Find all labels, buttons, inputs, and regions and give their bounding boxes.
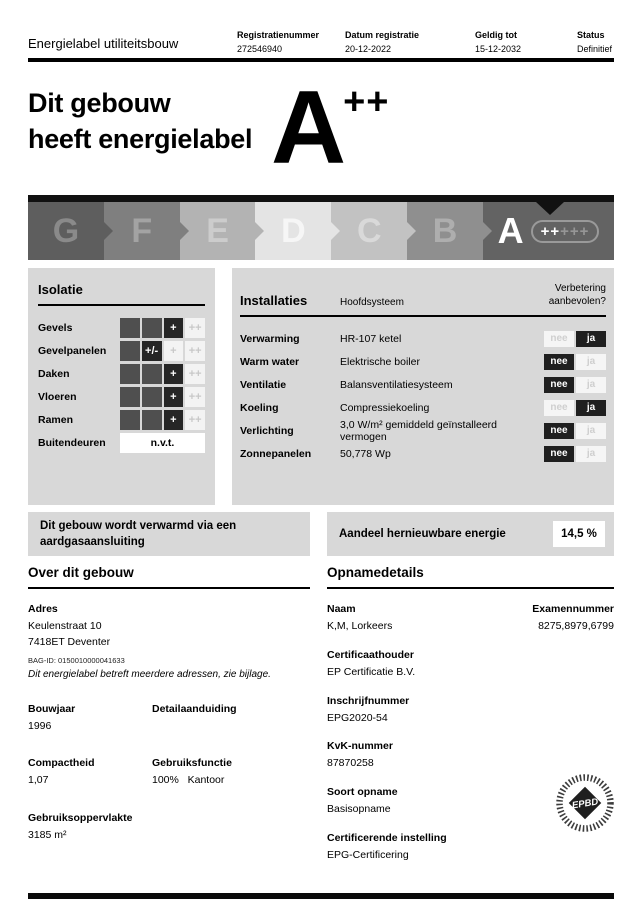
- opname-title: Opnamedetails: [327, 565, 614, 589]
- header-field-value: 272546940: [237, 44, 283, 54]
- opname-field-label: Certificaathouder: [327, 648, 414, 661]
- isolatie-level-cell: ++: [185, 341, 205, 361]
- toggle-ja: ja: [576, 377, 606, 393]
- naam-field: [327, 603, 392, 635]
- band-chevron-icon: [180, 222, 189, 240]
- installaties-row-system: Elektrische boiler: [340, 355, 420, 368]
- grade-pill-inactive: +++: [560, 222, 590, 240]
- scale-band-e: [180, 202, 256, 260]
- about-field-bouwjaar: [28, 703, 152, 735]
- opname-field-label: KvK-nummer: [327, 740, 393, 753]
- isolatie-level-cell: ++: [185, 318, 205, 338]
- header-field-label: Datum registratie: [345, 30, 420, 40]
- isolatie-level-cell: ++: [185, 364, 205, 384]
- verbetering-toggle: [544, 377, 606, 393]
- scale-band-letter: G: [52, 211, 80, 250]
- heating-notice: Dit gebouw wordt verwarmd via een aardgasaansluiting: [28, 512, 310, 556]
- isolatie-panel: [28, 268, 215, 505]
- over-dit-gebouw-section: [28, 565, 310, 844]
- isolatie-level-cell: +: [164, 318, 184, 338]
- toggle-ja: ja: [576, 354, 606, 370]
- scale-pointer-icon: [536, 202, 564, 215]
- isolatie-title-rule: [38, 304, 205, 306]
- isolatie-row-label: Vloeren: [38, 390, 77, 403]
- hero-line1: Dit gebouw: [28, 88, 171, 118]
- seal-epbd-text: EPBD: [571, 796, 600, 812]
- installaties-row-system: Balansventilatiesysteem: [340, 378, 453, 391]
- toggle-nee: nee: [544, 423, 574, 439]
- isolatie-row-cells: [120, 341, 205, 361]
- opname-field-label: Certificerende instelling: [327, 831, 447, 844]
- isolatie-level-cell: +: [164, 387, 184, 407]
- isolatie-level-cell: [142, 318, 162, 338]
- isolatie-title: Isolatie: [38, 282, 83, 297]
- installaties-row-system: 50,778 Wp: [340, 447, 391, 460]
- installaties-row-zonnepanelen: [240, 442, 606, 465]
- naam-label: Naam: [327, 603, 356, 615]
- renewable-value: 14,5 %: [553, 521, 605, 547]
- about-field-value: 100% Kantoor: [152, 774, 225, 787]
- installaties-rows: [240, 327, 606, 465]
- isolatie-level-cell: +: [164, 341, 184, 361]
- installaties-panel: [232, 268, 614, 505]
- isolatie-rows: [38, 316, 205, 454]
- header-field: [577, 30, 642, 54]
- scale-band-letter: F: [131, 211, 153, 250]
- toggle-nee: nee: [544, 400, 574, 416]
- examennummer-label: Examennummer: [532, 603, 614, 615]
- scale-top-bar: [28, 195, 614, 202]
- verbetering-toggle: [544, 354, 606, 370]
- isolatie-level-cell: ++: [185, 410, 205, 430]
- about-field-gebruiksfunctie: [152, 757, 310, 789]
- naam-examennummer-row: [327, 589, 614, 635]
- opname-field-value: Basisopname: [327, 803, 391, 815]
- scale-band-letter: B: [432, 211, 458, 250]
- header-field-label: Status: [577, 30, 605, 40]
- installaties-title-rule: [240, 315, 606, 317]
- installaties-row-label: Ventilatie: [240, 378, 287, 391]
- scale-band-d: [255, 202, 331, 260]
- verbetering-toggle: [544, 423, 606, 439]
- installaties-row-verlichting: [240, 419, 606, 442]
- header-field: [345, 30, 455, 54]
- opname-field-value: EP Certificatie B.V.: [327, 665, 416, 678]
- adres-line1: Keulenstraat 10: [28, 620, 102, 632]
- verbetering-column-header: Verbetering aanbevolen?: [548, 283, 606, 307]
- isolatie-level-cell: +: [164, 410, 184, 430]
- isolatie-level-cell: [142, 387, 162, 407]
- hero-line2: heeft energielabel: [28, 123, 253, 154]
- isolatie-level-cell: [120, 410, 140, 430]
- header-field-label: Registratienummer: [237, 30, 320, 40]
- isolatie-row-ramen: [38, 408, 205, 431]
- grade-plusses: ++: [343, 81, 390, 123]
- toggle-nee: nee: [544, 354, 574, 370]
- hero-statement: [28, 86, 252, 157]
- installaties-row-label: Zonnepanelen: [240, 447, 312, 460]
- adres-label: Adres: [28, 603, 58, 615]
- isolatie-row-gevelpanelen: [38, 339, 205, 362]
- toggle-nee: nee: [544, 446, 574, 462]
- about-field-label: Gebruiksfunctie: [152, 757, 232, 770]
- opname-field-inschrijfnummer: [327, 695, 614, 727]
- header-field-label: Geldig tot: [475, 30, 517, 40]
- about-field-compactheid: [28, 757, 152, 789]
- renewable-label: Aandeel hernieuwbare energie: [339, 528, 506, 540]
- isolatie-row-label: Ramen: [38, 413, 74, 426]
- installaties-row-warm-water: [240, 350, 606, 373]
- isolatie-level-cell: +/-: [142, 341, 162, 361]
- isolatie-level-cell: +: [164, 364, 184, 384]
- isolatie-level-cell: [120, 364, 140, 384]
- opname-field-kvk-nummer: [327, 740, 614, 772]
- band-chevron-icon: [104, 222, 113, 240]
- about-field-detailaanduiding: [152, 703, 310, 735]
- grade-letter: A: [271, 70, 344, 186]
- isolatie-row-vloeren: [38, 385, 205, 408]
- toggle-nee: nee: [544, 331, 574, 347]
- installaties-row-system: Compressiekoeling: [340, 401, 430, 414]
- isolatie-row-cells: [120, 410, 205, 430]
- scale-band-b: [407, 202, 483, 260]
- installaties-row-verwarming: [240, 327, 606, 350]
- band-chevron-icon: [255, 222, 264, 240]
- isolatie-level-cell: [120, 341, 140, 361]
- grade-pill: [531, 220, 600, 243]
- isolatie-level-cell: ++: [185, 387, 205, 407]
- header-field: [475, 30, 585, 54]
- isolatie-row-gevels: [38, 316, 205, 339]
- isolatie-row-buitendeuren: [38, 431, 205, 454]
- header-field: [237, 30, 347, 54]
- isolatie-row-label: Daken: [38, 367, 70, 380]
- grade-pill-active: ++: [540, 222, 561, 240]
- scale-band-c: [331, 202, 407, 260]
- epbd-seal-stamp: [556, 774, 614, 832]
- installaties-row-system: HR-107 ketel: [340, 332, 402, 345]
- installaties-row-ventilatie: [240, 373, 606, 396]
- scale-band-f: [104, 202, 180, 260]
- hoofdsysteem-column-header: Hoofdsysteem: [340, 297, 404, 308]
- opname-field-label: Soort opname: [327, 786, 398, 798]
- isolatie-row-cells: [120, 364, 205, 384]
- isolatie-row-label: Buitendeuren: [38, 436, 106, 449]
- toggle-ja: ja: [576, 423, 606, 439]
- isolatie-row-cells: [120, 433, 205, 453]
- renewable-energy-notice: [327, 512, 614, 556]
- opname-field-value: EPG2020-54: [327, 711, 388, 724]
- isolatie-row-cells: [120, 387, 205, 407]
- scale-band-letter: E: [206, 211, 229, 250]
- isolatie-row-label: Gevelpanelen: [38, 344, 107, 357]
- installaties-title: Installaties: [240, 293, 308, 308]
- bag-id: BAG-ID: 0150010000041633: [28, 655, 125, 665]
- verbetering-toggle: [544, 446, 606, 462]
- about-field-value: 1,07: [28, 774, 49, 787]
- installaties-row-koeling: [240, 396, 606, 419]
- about-field-label: Compactheid: [28, 757, 95, 770]
- isolatie-row-label: Gevels: [38, 321, 73, 334]
- band-chevron-icon: [331, 222, 340, 240]
- installaties-row-system: 3,0 W/m² gemiddeld geïnstalleerd vermogen: [340, 418, 497, 443]
- scale-band-letter: A: [497, 210, 524, 251]
- opname-field-certificaathouder: [327, 649, 614, 681]
- toggle-nee: nee: [544, 377, 574, 393]
- examennummer-value: 8275,8979,6799: [538, 620, 614, 632]
- about-field-value: 3185 m²: [28, 829, 67, 841]
- band-chevron-icon: [407, 222, 416, 240]
- isolatie-level-cell: [142, 364, 162, 384]
- toggle-ja: ja: [576, 331, 606, 347]
- isolatie-row-daken: [38, 362, 205, 385]
- isolatie-row-cells: [120, 318, 205, 338]
- installaties-row-label: Warm water: [240, 355, 300, 368]
- about-field-label: Bouwjaar: [28, 702, 76, 715]
- examennummer-field: [532, 603, 614, 635]
- document-title: Energielabel utiliteitsbouw: [28, 36, 179, 51]
- about-field-value: 1996: [28, 719, 52, 732]
- energy-grade: [271, 70, 390, 186]
- isolatie-nvt-value: n.v.t.: [120, 433, 205, 453]
- installaties-row-label: Verlichting: [240, 424, 294, 437]
- naam-value: K,M, Lorkeers: [327, 620, 393, 632]
- adres-field: [28, 603, 310, 680]
- about-field-value: [152, 719, 310, 732]
- footer-bar: [28, 893, 614, 899]
- scale-band-letter: D: [281, 211, 306, 250]
- verbetering-toggle: [544, 331, 606, 347]
- band-chevron-icon: [483, 222, 492, 240]
- energy-scale: [28, 202, 614, 260]
- isolatie-level-cell: [120, 318, 140, 338]
- multiple-addresses-note: Dit energielabel betreft meerdere adressen, zie bijlage.: [28, 668, 271, 680]
- verbetering-toggle: [544, 400, 606, 416]
- header-field-value: 20-12-2022: [345, 44, 392, 54]
- isolatie-level-cell: [120, 387, 140, 407]
- about-field-gebruiksoppervlakte: [28, 812, 152, 844]
- installaties-header: [240, 282, 606, 308]
- installaties-row-label: Verwarming: [240, 332, 300, 345]
- header-field-value: Definitief: [577, 44, 613, 54]
- opname-field-value: EPG-Certificering: [327, 848, 409, 861]
- header-divider: [28, 58, 614, 62]
- header-field-value: 15-12-2032: [475, 44, 522, 54]
- about-field-label: Gebruiksoppervlakte: [28, 812, 133, 824]
- opname-field-label: Inschrijfnummer: [327, 694, 410, 707]
- scale-band-letter: C: [356, 211, 382, 250]
- epbd-seal: [556, 774, 614, 837]
- scale-band-g: [28, 202, 104, 260]
- opname-field-value: 87870258: [327, 757, 374, 770]
- adres-line2: 7418ET Deventer: [28, 635, 111, 648]
- about-fields: [28, 689, 310, 844]
- isolatie-level-cell: [142, 410, 162, 430]
- about-title: Over dit gebouw: [28, 565, 310, 589]
- about-field-label: Detailaanduiding: [152, 702, 237, 715]
- toggle-ja: ja: [576, 400, 606, 416]
- toggle-ja: ja: [576, 446, 606, 462]
- installaties-row-label: Koeling: [240, 401, 279, 414]
